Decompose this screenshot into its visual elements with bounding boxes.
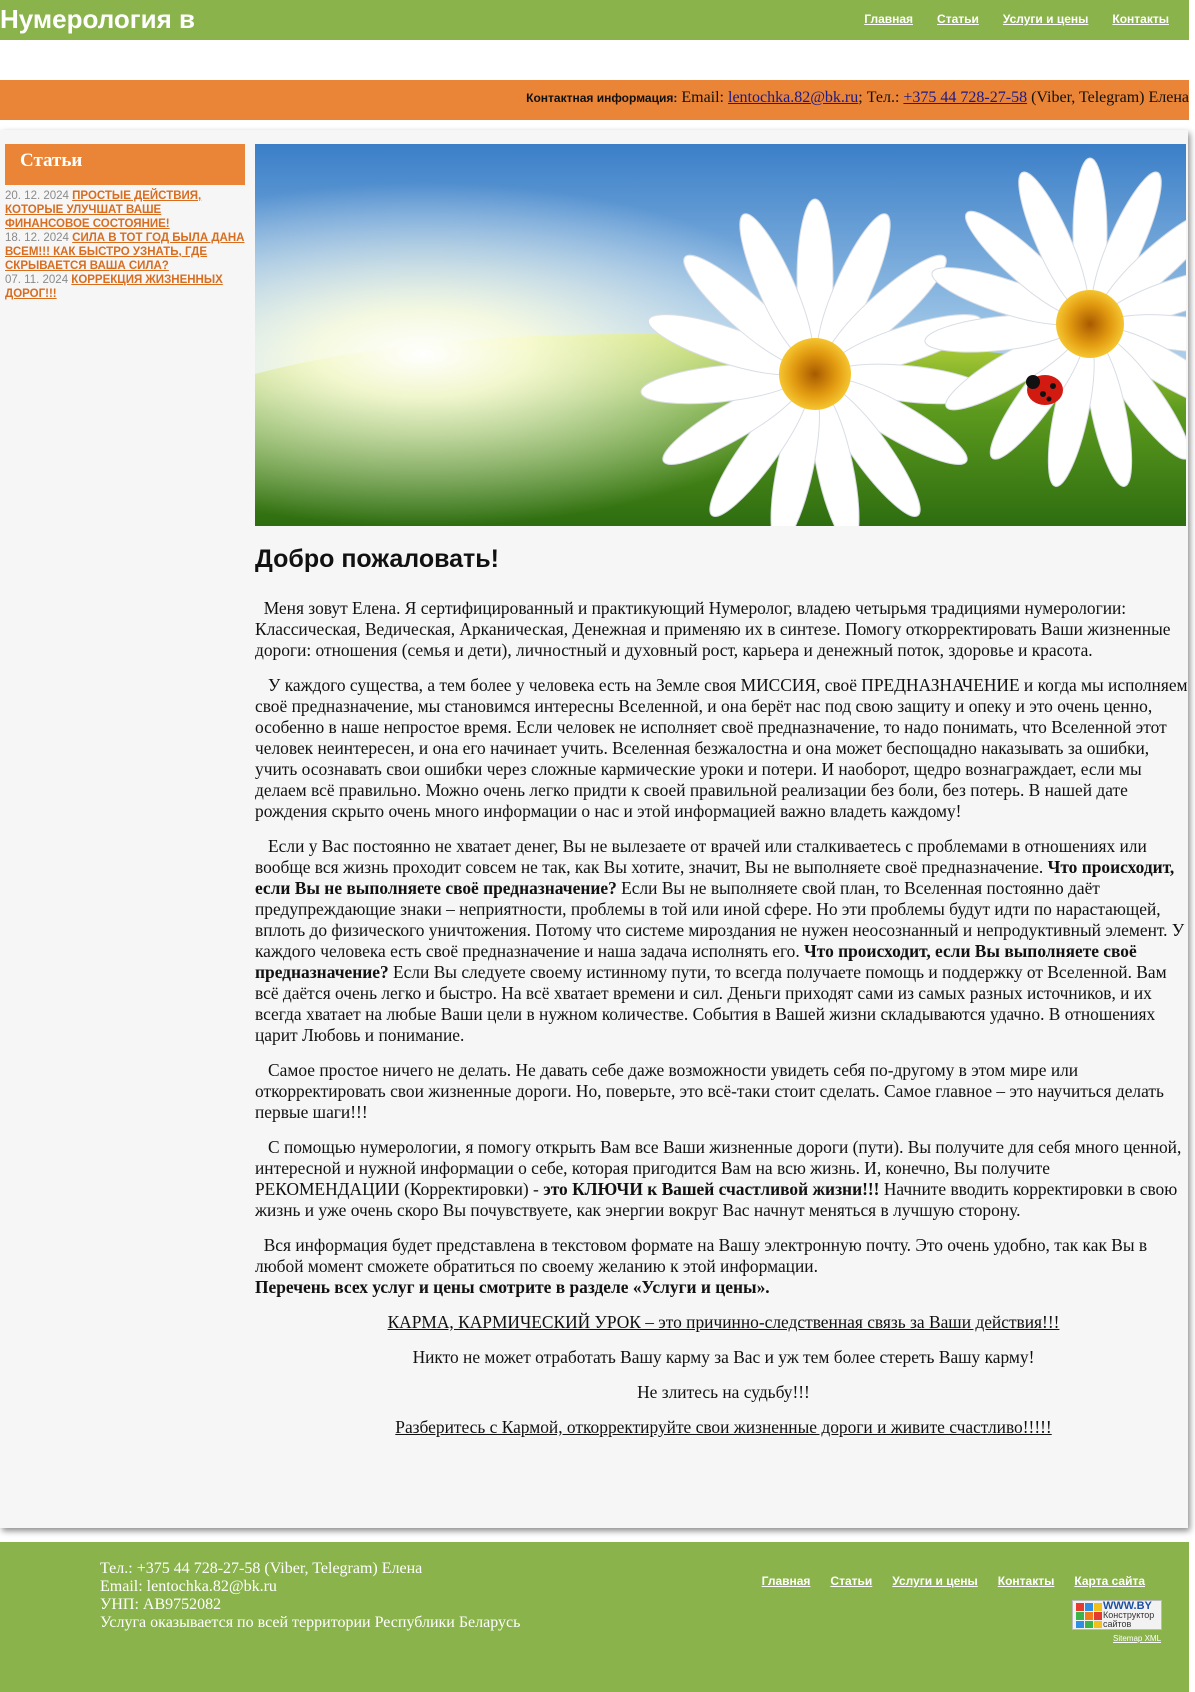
sidebar-title: Статьи (5, 144, 245, 185)
karma-note: Никто не может отработать Вашу карму за Вас и уж тем более стереть Вашу карму! (412, 1347, 1035, 1367)
footer (0, 1542, 1189, 1692)
list-item (5, 231, 245, 273)
purpose-text-a: Если у Вас постоянно не хватает денег, Вы не вылезаете от врачей или сталкиваетесь с проблемами в отношениях или вообще вся жизнь проходит совсем не так, как Вы хотите, значит, Вы не выполняете своё предназначение. (255, 836, 1147, 877)
intro-paragraph (255, 598, 1192, 661)
footer-contact-info (100, 1560, 520, 1632)
article-date: 20. 12. 2024 (5, 190, 69, 202)
purpose-question-1: Что происходит, если Вы не выполняете своё предназначение? (255, 857, 1175, 898)
delivery-paragraph (255, 1235, 1192, 1298)
footer-sitemap-link[interactable]: Карта сайта (1074, 1574, 1145, 1588)
main-content (255, 538, 1192, 1452)
karma-statement: КАРМА, КАРМИЧЕСКИЙ УРОК – это причинно-следственная связь за Ваши действия!!! (387, 1312, 1060, 1332)
phone-suffix: (Viber, Telegram) Елена (1027, 89, 1189, 106)
nav-articles-link[interactable]: Статьи (937, 12, 979, 26)
mission-paragraph (255, 675, 1192, 822)
first-steps-text: Самое простое ничего не делать. Не давать себе даже возможности увидеть себя по-другому в этом мире или откорректировать свои жизненные дороги. Но, поверьте, это всё-таки стоит сделать. Самое главное – это научиться делать первые шаги!!! (255, 1060, 1164, 1122)
article-date: 07. 11. 2024 (5, 274, 69, 286)
first-steps-paragraph (255, 1060, 1192, 1123)
list-item (5, 189, 245, 231)
mission-text: У каждого существа, а тем более у человека есть на Земле своя МИССИЯ, своё ПРЕДНАЗНАЧЕНИЕ и когда мы исполняем своё предназначение, мы становимся интересны Вселенной, и она берёт нас под свою защиту и опеку и это очень ценно, особенно в наше непростое время. Если человек не исполняет своё предназначение, то надо понимать, что Вселенной этот человек неинтересен, и она его начинает учить. Вселенная безжалостна и она может беспощадно наказывать за ошибки, учить осознавать свои ошибки через сложные кармические уроки и потери. И наоборот, щедро вознаграждает, если мы делаем всё правильно. Можно очень легко придти к своей правильной реализации без боли, без потерь. В нашей дате рождения скрыто очень много информации о нас и этой информацией важно владеть каждому! (255, 675, 1188, 821)
badge-line2: сайтов (1103, 1619, 1132, 1629)
article-link[interactable]: ПРОСТЫЕ ДЕЙСТВИЯ, КОТОРЫЕ УЛУЧШАТ ВАШЕ ФИНАНСОВОЕ СОСТОЯНИЕ! (5, 190, 202, 230)
keys-highlight: это КЛЮЧИ к Вашей счастливой жизни!!! (543, 1179, 880, 1199)
purpose-text-c: Если Вы не выполняете свой план, то Вселенная постоянно даёт предупреждающие знаки – неприятности, проблемы в той или иной сфере. Но эти проблемы будут идти по нарастающей, вплоть до физического уничтожения. Потому что системе мироздания не нужен неосознанный и непродуктивный элемент. У каждого человека есть своё предназначение и наша задача исполнять его. (255, 878, 1185, 961)
purpose-paragraph (255, 836, 1192, 1046)
sidebar (5, 144, 245, 301)
site-builder-badge[interactable] (1072, 1600, 1162, 1630)
top-header (0, 0, 1189, 40)
footer-nav (762, 1574, 1145, 1588)
numerology-text-a: С помощью нумерологии, я помогу открыть Вам все Ваши жизненные дороги (пути). Вы получите для себя много ценной, интересной и нужной информации о себе, которая пригодится Вам на всю жизнь. И, конечно, Вы получите РЕКОМЕНДАЦИИ (Корректировки) - (255, 1137, 1182, 1199)
footer-contacts-link[interactable]: Контакты (997, 1574, 1055, 1588)
list-item (5, 273, 245, 301)
hero-image (255, 144, 1186, 526)
contact-line (526, 89, 1189, 107)
footer-services-link[interactable]: Услуги и цены (892, 1574, 978, 1588)
email-prefix: Email: (677, 89, 728, 106)
fate-note: Не злитесь на судьбу!!! (637, 1382, 810, 1402)
purpose-text-e: Если Вы следуете своему истинному пути, то всегда получаете помощь и поддержку от Вселенной. Вам всё даётся очень легко и быстро. На всё хватает времени и сил. Деньги приходят сами из самых разных источников, и их всегда хватает на любые Ваши цели в нужном количестве. События в Вашей жизни складываются удачно. В отношениях царит Любовь и понимание. (255, 962, 1167, 1045)
footer-phone: Тел.: +375 44 728-27-58 (Viber, Telegram) Елена (100, 1560, 423, 1577)
footer-email: Email: lentochka.82@bk.ru (100, 1578, 277, 1595)
contact-bar (0, 80, 1189, 120)
nav-home-link[interactable]: Главная (864, 12, 914, 26)
phone-prefix: ; Тел.: (858, 89, 904, 106)
services-note: Перечень всех услуг и цены смотрите в разделе «Услуги и цены». (255, 1277, 770, 1297)
contact-email-link[interactable]: lentochka.82@bk.ru (728, 89, 859, 106)
article-list (5, 189, 245, 301)
sitemap-xml-link[interactable]: Sitemap XML (1113, 1634, 1162, 1643)
page-title: Добро пожаловать! (255, 545, 499, 573)
closing-statement: Разберитесь с Кармой, откорректируйте свои жизненные дороги и живите счастливо!!!!! (395, 1417, 1052, 1437)
article-date: 18. 12. 2024 (5, 232, 69, 244)
badge-line1: Конструктор (1103, 1610, 1155, 1620)
footer-service-area: Услуга оказывается по всей территории Республики Беларусь (100, 1614, 521, 1631)
footer-home-link[interactable]: Главная (761, 1574, 811, 1588)
daisies-illustration (255, 144, 1186, 526)
badge-text (1103, 1602, 1154, 1629)
contact-phone-link[interactable]: +375 44 728-27-58 (903, 89, 1028, 106)
numerology-paragraph (255, 1137, 1192, 1221)
purpose-question-2: Что происходит, если Вы выполняете своё предназначение? (255, 941, 1137, 982)
badge-domain: WWW.BY (1103, 1600, 1152, 1612)
nav-services-link[interactable]: Услуги и цены (1002, 12, 1089, 26)
top-nav (864, 12, 1169, 26)
article-link[interactable]: КОРРЕКЦИЯ ЖИЗНЕННЫХ ДОРОГ!!! (5, 274, 223, 300)
site-title[interactable]: Нумерология в (0, 4, 195, 34)
intro-text: Меня зовут Елена. Я сертифицированный и практикующий Нумеролог, владею четырьмя традициями нумерологии: Классическая, Ведическая, Арканическая, Денежная и применяю их в синтезе. Помогу откорректировать Ваши жизненные дороги: отношения (семья и дети), личностный и духовный рост, карьера и денежный поток, здоровье и красота. (255, 598, 1171, 660)
footer-articles-link[interactable]: Статьи (830, 1574, 873, 1588)
contact-label: Контактная информация: (526, 91, 678, 105)
article-link[interactable]: СИЛА В ТОТ ГОД БЫЛА ДАНА ВСЕМ!!! КАК БЫСТРО УЗНАТЬ, ГДЕ СКРЫВАЕТСЯ ВАША СИЛА? (5, 232, 245, 272)
numerology-text-c: Начните вводить корректировки в свою жизнь и уже очень скоро Вы почувствуете, как энергии вокруг Вас начнут меняться в лучшую сторону. (255, 1179, 1178, 1220)
nav-contacts-link[interactable]: Контакты (1112, 12, 1169, 26)
delivery-text: Вся информация будет представлена в текстовом формате на Вашу электронную почту. Это очень удобно, так как Вы в любой момент сможете обратиться по своему желанию к этой информации. (255, 1235, 1148, 1276)
cube-logo-icon (1074, 1601, 1104, 1629)
footer-unp: УНП: AB9752082 (100, 1596, 222, 1613)
